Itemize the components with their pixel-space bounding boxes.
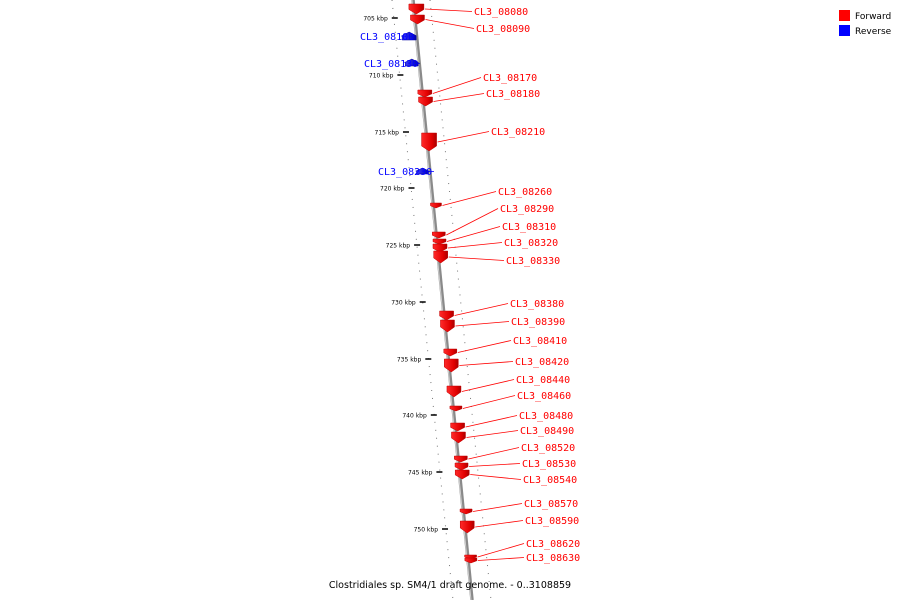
gene-label-cl3-08130[interactable]: CL3_08130 [364,59,419,70]
gene-arrow-cl3-08480[interactable] [451,423,465,431]
gene-label-cl3-08540[interactable]: CL3_08540 [523,475,578,486]
gene-label-cl3-08170[interactable]: CL3_08170 [483,73,538,84]
gene-labels [360,7,580,564]
gene-label-cl3-08590[interactable]: CL3_08590 [525,516,580,527]
legend-swatch-forward [839,10,850,21]
label-leader-line [475,521,523,528]
gene-arrow-cl3-08380[interactable] [440,311,454,320]
gene-arrow-cl3-08530[interactable] [455,463,468,470]
gene-arrow-cl3-08410[interactable] [444,349,457,356]
label-leader-line [448,243,502,249]
label-leader-line [466,431,518,438]
label-leader-line [425,9,472,12]
gene-label-cl3-08290[interactable]: CL3_08290 [500,204,555,215]
label-leader-line [442,192,496,206]
gene-arrow-cl3-08390[interactable] [440,320,454,332]
legend [839,10,892,37]
gene-arrow-cl3-08490[interactable] [451,432,465,443]
gene-label-cl3-08080[interactable]: CL3_08080 [474,7,529,18]
gene-label-cl3-08460[interactable]: CL3_08460 [517,391,572,402]
gene-label-cl3-08620[interactable]: CL3_08620 [526,539,581,550]
gene-arrow-cl3-08180[interactable] [419,97,433,106]
gene-label-cl3-08520[interactable]: CL3_08520 [521,443,576,454]
label-leader-line [434,94,484,102]
gene-arrow-cl3-08520[interactable] [454,456,467,462]
scale-tick-label: 735 kbp [396,356,422,364]
gene-label-cl3-08180[interactable]: CL3_08180 [486,89,541,100]
label-leader-line [447,227,500,242]
gene-label-cl3-08440[interactable]: CL3_08440 [516,375,571,386]
label-leader-line [455,304,508,316]
gene-label-cl3-08410[interactable]: CL3_08410 [513,336,568,347]
genome-caption: Clostridiales sp. SM4/1 draft genome. - 0..3108859 [328,580,572,591]
gene-label-cl3-08210[interactable]: CL3_08210 [491,127,546,138]
gene-arrow-cl3-08310[interactable] [433,239,446,244]
label-leader-line [478,558,524,561]
label-leader-line [458,341,511,353]
label-leader-line [463,396,515,409]
gene-arrow-cl3-08080[interactable] [409,4,424,14]
scale-tick-label: 740 kbp [402,412,427,420]
gene-arrow-cl3-08210[interactable] [422,133,437,151]
label-leader-line [446,209,498,236]
label-leader-line [459,362,513,366]
scale-tick-label: 720 kbp [380,185,405,193]
gene-label-cl3-08420[interactable]: CL3_08420 [515,357,570,368]
scale-tick-label: 710 kbp [368,72,394,80]
label-leader-line [473,504,522,512]
gene-label-cl3-08380[interactable]: CL3_08380 [510,299,565,310]
gene-arrow-cl3-08170[interactable] [418,90,432,97]
gene-arrow-cl3-08590[interactable] [460,521,474,533]
legend-swatch-reverse [839,25,850,36]
label-leader-line [462,380,514,392]
gene-label-cl3-08090[interactable]: CL3_08090 [476,24,531,35]
scale-tick-label: 750 kbp [413,526,439,534]
gene-label-cl3-08390[interactable]: CL3_08390 [511,317,566,328]
gene-label-cl3-08310[interactable]: CL3_08310 [502,222,557,233]
scale-tick-label: 745 kbp [407,469,433,477]
legend-label-forward: Forward [855,12,892,22]
legend-label-reverse: Reverse [855,27,892,37]
gene-arrow-cl3-08090[interactable] [410,15,424,24]
gene-label-cl3-08320[interactable]: CL3_08320 [504,238,559,249]
gene-label-cl3-08480[interactable]: CL3_08480 [519,411,574,422]
gene-label-cl3-08100[interactable]: CL3_08100 [360,32,415,43]
label-leader-line [438,132,489,143]
gene-label-cl3-08570[interactable]: CL3_08570 [524,499,579,510]
label-leader-line [455,322,509,327]
gene-arrow-cl3-08420[interactable] [444,359,458,372]
label-leader-line [449,257,504,261]
scale-tick-label: 715 kbp [374,129,399,137]
scale-tick-label: 725 kbp [385,242,411,250]
gene-arrow-cl3-08290[interactable] [432,232,445,238]
gene-arrow-cl3-08330[interactable] [434,251,448,263]
label-leader-line [468,448,519,460]
scale-tick-label: 705 kbp [363,15,388,23]
label-leader-line [466,416,517,428]
gene-label-cl3-08630[interactable]: CL3_08630 [526,553,581,564]
gene-label-cl3-08490[interactable]: CL3_08490 [520,426,575,437]
label-leader-line [470,475,521,480]
label-leader-line [433,78,481,94]
gene-label-cl3-08230[interactable]: CL3_08230 [378,167,433,178]
scale-ticks [363,16,448,534]
gene-label-cl3-08330[interactable]: CL3_08330 [506,256,561,267]
scale-tick-label: 730 kbp [391,299,416,307]
gene-label-cl3-08260[interactable]: CL3_08260 [498,187,553,198]
label-leader-line [478,544,524,558]
gene-label-cl3-08530[interactable]: CL3_08530 [522,459,577,470]
label-leader-line [469,464,520,467]
gene-arrow-cl3-08540[interactable] [455,470,469,479]
gene-arrow-cl3-08440[interactable] [447,386,461,397]
